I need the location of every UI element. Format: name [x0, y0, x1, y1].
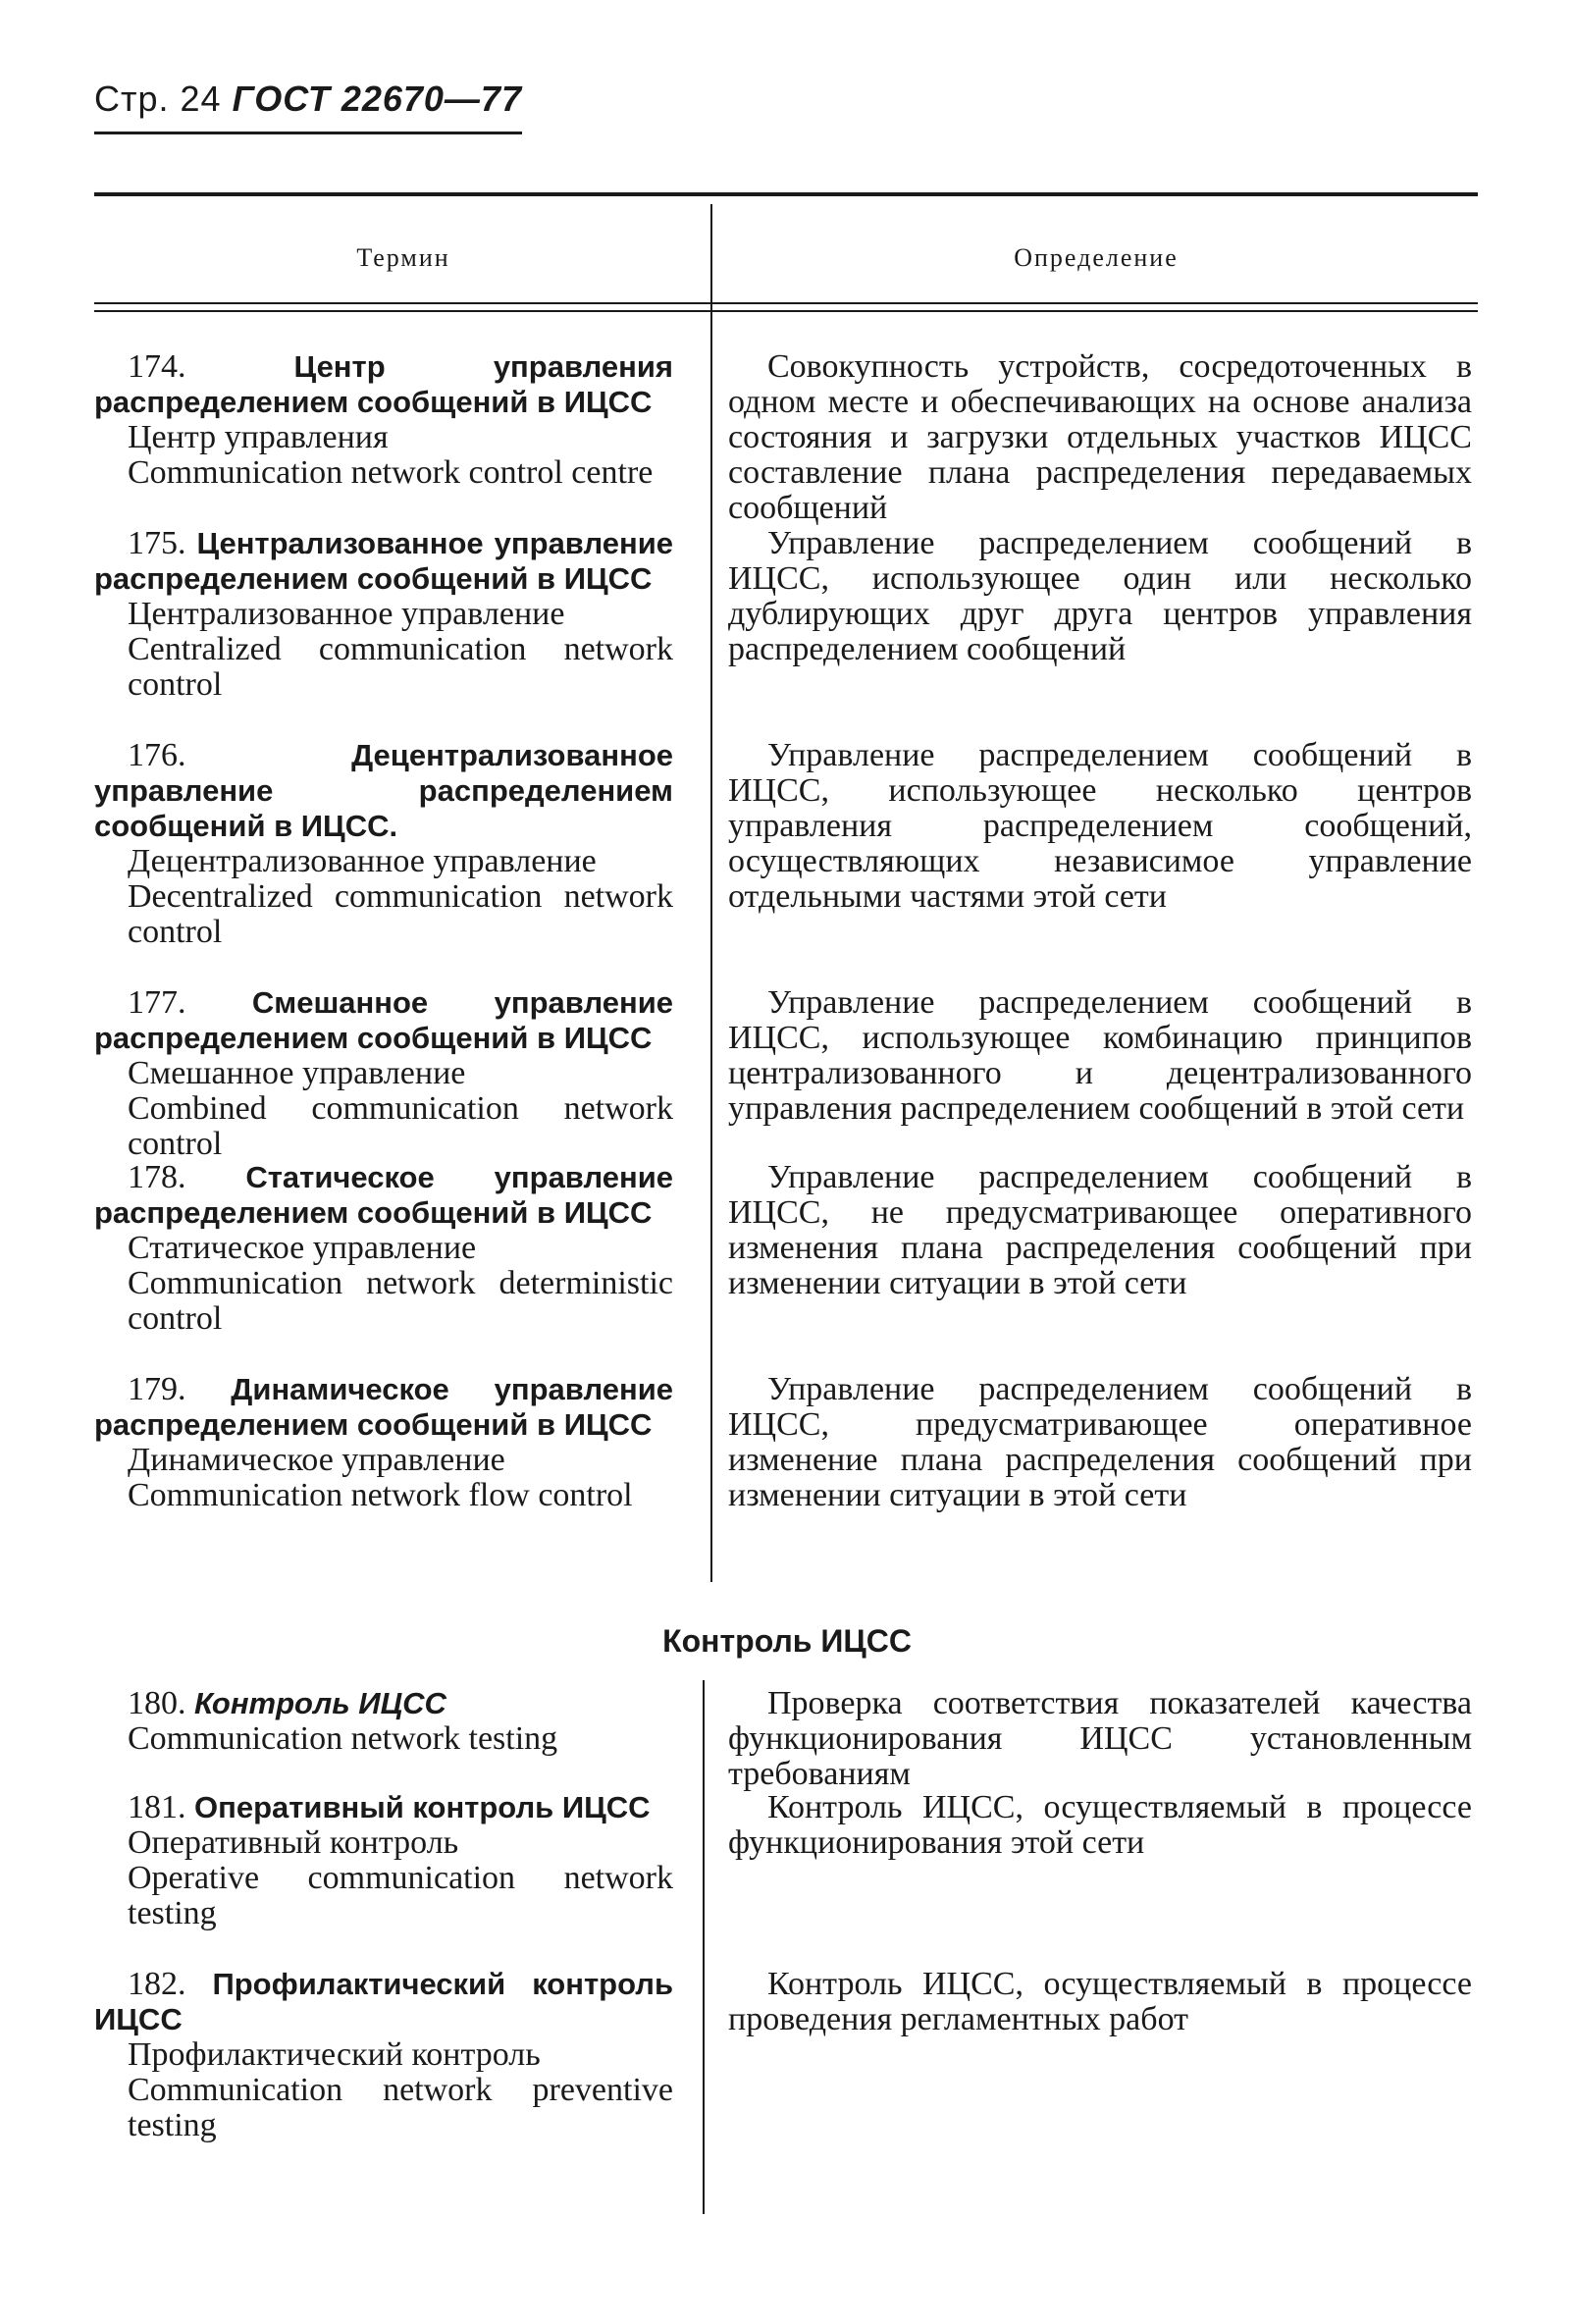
term-entry-177 [94, 985, 673, 1162]
term-entry-182 [94, 1967, 673, 2143]
term-entry-176 [94, 738, 673, 950]
term-name: Децентрализованное управление распределением сообщений в ИЦСС. [94, 738, 673, 843]
term-number: 178. [128, 1159, 186, 1195]
definition-174: Совокупность устройств, сосредоточенных в одном месте и обеспечивающих на основе анализа состояния и загрузки отдельных участков ИЦСС составление плана распределения передаваемых сообщений [728, 348, 1472, 526]
term-name: Профилактический контроль ИЦСС [94, 1967, 674, 2036]
term-number: 175. [128, 525, 186, 561]
term-english: Communication network testing [128, 1720, 558, 1757]
header-rule [94, 310, 1478, 312]
term-english: Communication network preventive testing [128, 2072, 673, 2143]
page-label: Стр. 24 [94, 79, 222, 119]
table-top-rule [94, 192, 1478, 196]
term-english: Centralized communication network control [128, 631, 673, 703]
term-name: Статическое управление распределением сообщений в ИЦСС [94, 1160, 674, 1230]
term-english: Communication network deterministic control [128, 1265, 673, 1337]
page-header [94, 79, 522, 120]
term-short: Децентрализованное управление [128, 843, 597, 879]
term-name: Центр управления распределением сообщений в ИЦСС [94, 349, 673, 419]
definition-182: Контроль ИЦСС, осуществляемый в процессе проведения регламентных работ [728, 1966, 1472, 2037]
definition-179: Управление распределением сообщений в ИЦСС, предусматривающее оперативное изменение плана распределения сообщений при изменении ситуации в этой сети [728, 1371, 1472, 1513]
term-entry-174 [94, 349, 673, 491]
term-number: 182. [128, 1966, 186, 2002]
column-divider [703, 1680, 705, 2214]
definition-178: Управление распределением сообщений в ИЦСС, не предусматривающее оперативного изменения плана распределения сообщений при изменении ситуации в этой сети [728, 1159, 1472, 1301]
term-english: Communication network flow control [128, 1477, 633, 1513]
term-english: Combined communication network control [128, 1090, 673, 1162]
column-header-definitions: Определение [1014, 243, 1179, 272]
standard-number: ГОСТ 22670—77 [232, 79, 522, 119]
term-short: Оперативный контроль [128, 1824, 459, 1861]
term-name: Централизованное управление распределением сообщений в ИЦСС [94, 526, 674, 596]
term-entry-175 [94, 526, 673, 703]
definition-177: Управление распределением сообщений в ИЦСС, использующее комбинацию принципов централизованного и децентрализованного управления распределением сообщений в этой сети [728, 984, 1472, 1127]
definition-176: Управление распределением сообщений в ИЦСС, использующее несколько центров управления распределением сообщений, осуществляющих независимое управление отдельными частями этой сети [728, 737, 1472, 915]
definition-175: Управление распределением сообщений в ИЦСС, использующее один или несколько дублирующих друг друга центров управления распределением сообщений [728, 525, 1472, 667]
term-short: Динамическое управление [128, 1442, 505, 1478]
header-rule [94, 302, 1478, 304]
term-short: Профилактический контроль [128, 2036, 541, 2073]
term-name: Динамическое управление распределением сообщений в ИЦСС [94, 1372, 673, 1442]
term-number: 181. [128, 1789, 186, 1825]
term-entry-180 [94, 1686, 673, 1757]
definition-180: Проверка соответствия показателей качества функционирования ИЦСС установленным требованиям [728, 1685, 1472, 1792]
term-number: 179. [128, 1371, 186, 1407]
term-name: Оперативный контроль ИЦСС [194, 1790, 651, 1824]
term-name: Смешанное управление распределением сообщений в ИЦСС [94, 985, 673, 1055]
term-short: Центр управления [128, 419, 389, 455]
section-title: Контроль ИЦСС [662, 1623, 912, 1659]
term-short: Статическое управление [128, 1230, 477, 1266]
term-english: Communication network control centre [128, 454, 654, 491]
column-header-terms: Термин [356, 243, 450, 272]
term-english: Decentralized communication network control [128, 878, 673, 950]
term-number: 176. [128, 737, 186, 773]
header-underline [94, 132, 522, 134]
term-short: Смешанное управление [128, 1055, 466, 1091]
term-short: Централизованное управление [128, 596, 565, 632]
term-entry-178 [94, 1160, 673, 1337]
definition-181: Контроль ИЦСС, осуществляемый в процессе функционирования этой сети [728, 1789, 1472, 1861]
term-entry-179 [94, 1372, 673, 1513]
term-number: 180. [128, 1685, 186, 1721]
term-number: 174. [128, 348, 186, 385]
term-entry-181 [94, 1790, 673, 1931]
term-english: Operative communication network testing [128, 1860, 673, 1931]
term-number: 177. [128, 984, 186, 1021]
term-name: Контроль ИЦСС [194, 1686, 446, 1720]
column-divider [710, 204, 712, 1582]
